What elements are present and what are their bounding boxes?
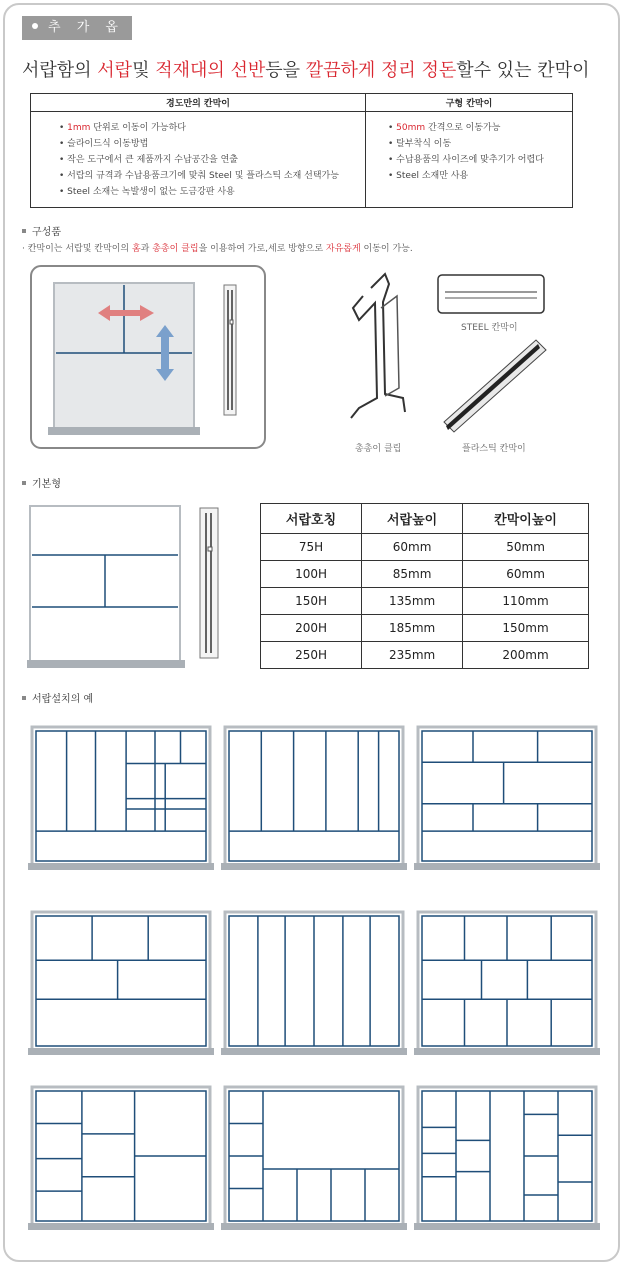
table-row [261,561,589,588]
spec-header-cell: 서랍호칭 [261,504,362,534]
steel-divider-illustration [437,274,547,319]
components-note [22,241,413,254]
drawer-layout-example [221,727,407,870]
spec-cell: 60mm [362,534,463,561]
feature-item: • 탈부착식 이동 [388,139,452,149]
spec-cell: 235mm [362,642,463,669]
drawer-base [221,1048,407,1055]
headline-text: 및 [132,60,156,81]
note-text: 이동이 가능. [360,244,413,254]
components-title: 구성품 [22,223,61,238]
steel-label: STEEL 칸막이 [461,323,518,333]
table-row [261,615,589,642]
spec-cell: 100H [261,561,362,588]
spec-cell: 85mm [362,561,463,588]
table-row [261,534,589,561]
layout-examples [20,715,600,1235]
left-features [31,112,366,208]
headline-highlight: 깔끔하게 정리 정돈 [305,60,457,81]
drawer-base [28,1048,214,1055]
drawer-base [221,863,407,870]
feature-item: • 서랍의 규격과 수납용품크기에 맞춰 Steel 및 플라스틱 소재 선택가능 [59,171,339,181]
basic-side-profile [199,507,221,667]
spec-cell: 135mm [362,588,463,615]
drawer-base [28,1223,214,1230]
drawer-base [28,863,214,870]
headline-text: 등을 [265,60,306,81]
feature-item: • 1mm 단위로 이동이 가능하다 [59,123,186,133]
options-comparison-table [30,93,573,208]
section-tag [22,16,132,59]
spec-cell: 250H [261,642,362,669]
spec-cell: 150H [261,588,362,615]
drawer-frame [418,727,596,865]
plastic-divider-illustration [440,332,550,437]
note-text: · 칸막이는 서랍및 칸막이의 [22,244,132,254]
headline-highlight: 적재대의 선반 [155,60,266,81]
spec-header-cell: 서랍높이 [362,504,463,534]
feature-item: • 수납용품의 사이즈에 맞추기가 어렵다 [388,155,544,165]
left-header: 경도만의 칸막이 [31,94,366,112]
note-highlight: 자유롭게 [325,244,361,254]
spec-cell: 60mm [463,561,589,588]
headline-text: 서랍함의 [22,60,98,81]
feature-item: • 작은 도구에서 큰 제품까지 수납공간을 연출 [59,155,238,165]
bullet-dot-icon [32,23,38,29]
spec-cell: 185mm [362,615,463,642]
table-row [261,642,589,669]
note-highlight: 총총이 클립 [152,244,199,254]
plastic-label: 플라스틱 칸막이 [462,444,526,454]
drawer-layout-example [28,727,214,870]
clip-label: 총총이 클립 [355,444,402,454]
drawer-frame [32,912,210,1050]
basic-title: 기본형 [22,475,61,490]
drawer-layout-example [221,1087,407,1230]
right-features [366,112,573,208]
drawer-diagram [30,265,270,450]
feature-item: • 슬라이드식 이동방법 [59,139,149,149]
drawer-layout-example [414,1087,600,1230]
feature-item: • 50mm 간격으로 이동가능 [388,123,501,133]
feature-item: • Steel 소재는 녹발생이 없는 도금강판 사용 [59,187,235,197]
drawer-frame [225,727,403,865]
spec-cell: 75H [261,534,362,561]
headline-highlight: 서랍 [97,60,133,81]
headline-text: 할수 있는 칸막이 [456,60,590,81]
note-text: 과 [140,244,153,254]
drawer-base [414,863,600,870]
drawer-base [221,1223,407,1230]
drawer-base [414,1048,600,1055]
examples-title: 서랍설치의 예 [22,690,93,705]
spec-cell: 150mm [463,615,589,642]
drawer-base [414,1223,600,1230]
spec-cell: 110mm [463,588,589,615]
table-row [261,588,589,615]
drawer-frame [418,1087,596,1225]
clip-illustration [345,268,415,418]
drawer-layout-example [28,1087,214,1230]
drawer-frame [32,727,210,865]
basic-drawer-diagram [27,505,187,670]
spec-cell: 200H [261,615,362,642]
right-header: 구형 칸막이 [366,94,573,112]
drawer-layout-example [28,912,214,1055]
drawer-layout-example [221,912,407,1055]
note-text: 을 이용하여 가로,세로 방향으로 [198,244,326,254]
spec-table [260,503,589,669]
headline [22,56,589,82]
section-tag-label: 추 가 옵 션 [32,20,124,59]
drawer-layout-example [414,912,600,1055]
note-highlight: 홈 [131,244,141,254]
spec-cell: 50mm [463,534,589,561]
feature-item: • Steel 소재만 사용 [388,171,469,181]
spec-cell: 200mm [463,642,589,669]
drawer-layout-example [414,727,600,870]
spec-header-cell: 칸막이높이 [463,504,589,534]
